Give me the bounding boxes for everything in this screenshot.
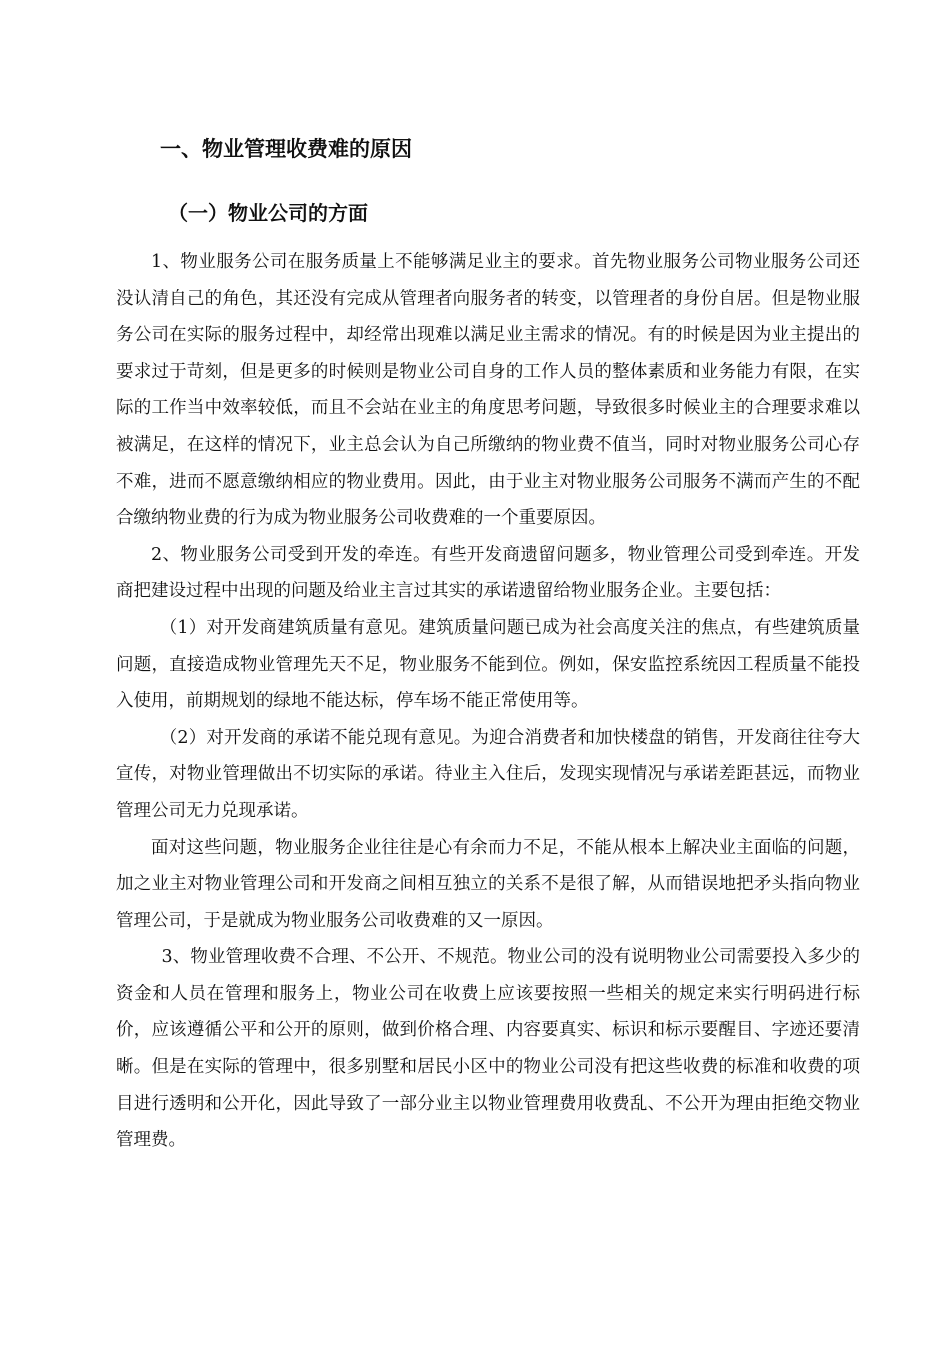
section-heading: 一、物业管理收费难的原因 [160,137,412,161]
paragraph-construction-quality: （1）对开发商建筑质量有意见。建筑质量问题已成为社会高度关注的焦点，有些建筑质量问题，直接造成物业管理先天不足，物业服务不能到位。例如，保安监控系统因工程质量不能投入使用，前期规划的绿地不能达标，停车场不能正常使用等。 [116,617,860,712]
paragraph-service-quality: 1、物业服务公司在服务质量上不能够满足业主的要求。首先物业服务公司物业服务公司还没认清自己的角色，其还没有完成从管理者向服务者的转变，以管理者的身份自居。但是物业服务公司在实际的服务过程中，却经常出现难以满足业主需求的情况。有的时候是因为业主提出的要求过于苛刻，但是更多的时候则是物业公司自身的工作人员的整体素质和业务能力有限，在实际的工作当中效率较低，而且不会站在业主的角度思考问题，导致很多时候业主的合理要求难以被满足，在这样的情况下，业主总会认为自己所缴纳的物业费不值当，同时对物业服务公司心存不难，进而不愿意缴纳相应的物业费用。因此，由于业主对物业服务公司服务不满而产生的不配合缴纳物业费的行为成为物业服务公司收费难的一个重要原因。 [116,252,860,529]
paragraph-developer-implication: 2、物业服务公司受到开发的牵连。有些开发商遗留问题多，物业管理公司受到牵连。开发商把建设过程中出现的问题及给业主言过其实的承诺遗留给物业服务企业。主要包括： [116,544,860,602]
subsection-heading: （一）物业公司的方面 [168,201,368,225]
paragraph-unreasonable-fees: 3、物业管理收费不合理、不公开、不规范。物业公司的没有说明物业公司需要投入多少的资金和人员在管理和服务上，物业公司在收费上应该要按照一些相关的规定来实行明码进行标价，应该遵循公平和公开的原则，做到价格合理、内容要真实、标识和标示要醒目、字迹还要清晰。但是在实际的管理中，很多别墅和居民小区中的物业公司没有把这些收费的标准和收费的项目进行透明和公开化，因此导致了一部分业主以物业管理费用收费乱、不公开为理由拒绝交物业管理费。 [116,947,860,1151]
paragraph-facing-problems: 面对这些问题，物业服务企业往往是心有余而力不足，不能从根本上解决业主面临的问题，加之业主对物业管理公司和开发商之间相互独立的关系不是很了解，从而错误地把矛头指向物业管理公司，于是就成为物业服务公司收费难的又一原因。 [116,837,860,931]
body-text [116,244,860,1159]
paragraph-unfulfilled-promises: （2）对开发商的承诺不能兑现有意见。为迎合消费者和加快楼盘的销售，开发商往往夸大宣传，对物业管理做出不切实际的承诺。待业主入住后，发现实现情况与承诺差距甚远，而物业管理公司无力兑现承诺。 [116,727,860,821]
